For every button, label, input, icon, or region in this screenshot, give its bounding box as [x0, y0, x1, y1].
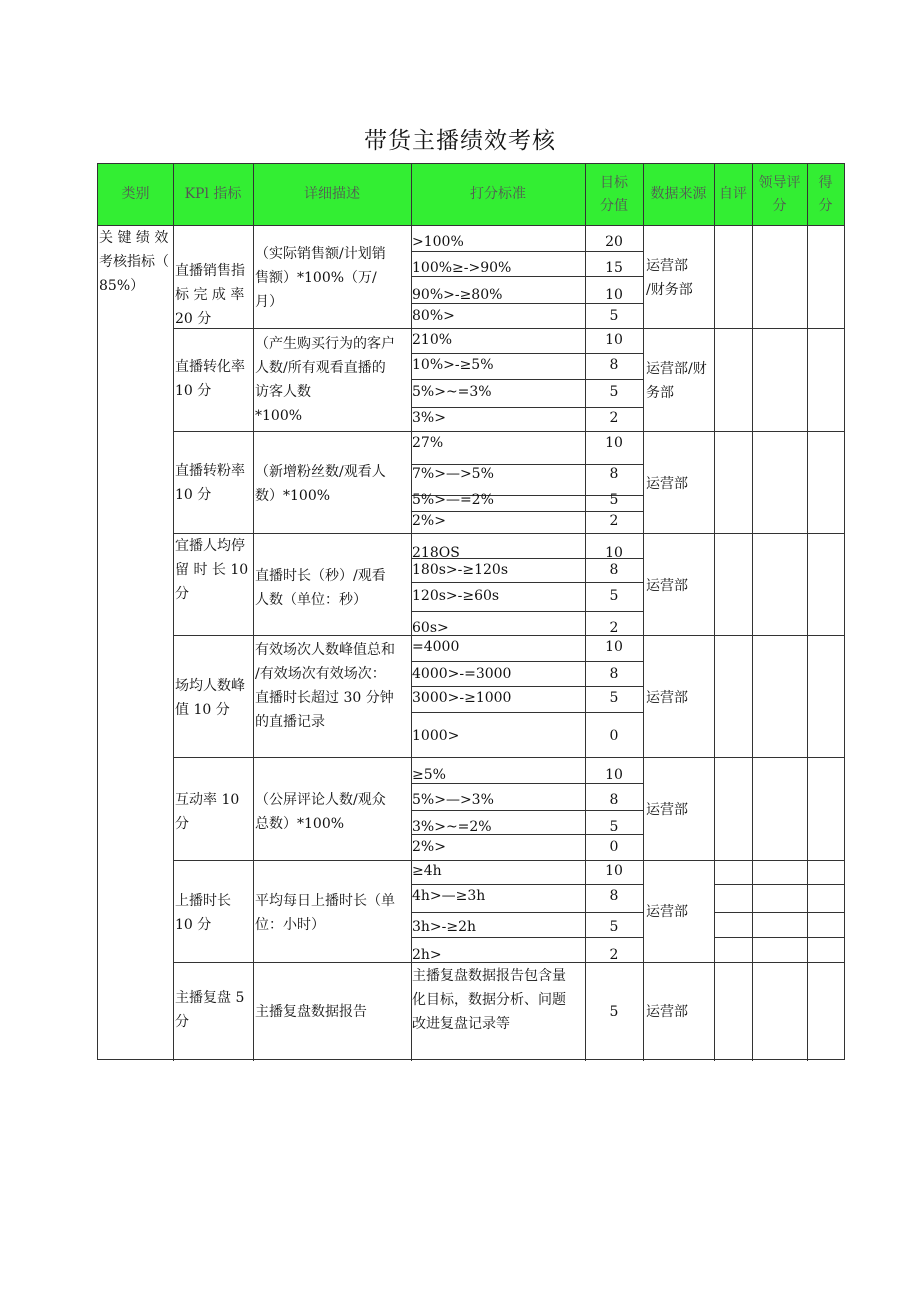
header-leader-rating: 领导评 [758, 175, 801, 191]
header-target-score: 目标 [600, 175, 628, 191]
kpi-description: 的直播记录 [255, 714, 325, 730]
target-score: 0 [609, 839, 619, 855]
criteria-item: 80%> [412, 308, 455, 324]
criteria-item: 改进复盘记录等 [412, 1016, 510, 1032]
kpi-name: 分 [175, 1014, 189, 1030]
target-score: 8 [609, 357, 619, 373]
category-label: 考核指标（ [99, 254, 169, 270]
criteria-row-divider [585, 611, 643, 612]
target-score: 10 [605, 767, 623, 783]
kpi-name: 主播复盘 5 [175, 990, 245, 1006]
target-score: 15 [605, 260, 623, 276]
criteria-item: 210% [412, 332, 453, 348]
kpi-name: 直播转化率 [175, 359, 245, 375]
kpi-name: 直播转粉率 [175, 463, 245, 479]
header-data-source: 数据来源 [650, 186, 707, 202]
criteria-item: 7%>—>5% [412, 466, 494, 482]
rating-row-divider [714, 912, 844, 913]
criteria-item: 4000>-=3000 [412, 666, 512, 682]
kpi-name: 互动率 10 [175, 792, 240, 808]
section-divider [173, 533, 844, 534]
criteria-item: 5%>—>3% [412, 792, 494, 808]
kpi-name: 值 10 分 [175, 702, 230, 718]
criteria-row-divider [585, 582, 643, 583]
criteria-row-divider [411, 912, 585, 913]
kpi-table [97, 163, 845, 1060]
kpi-description: 访客人数 [255, 384, 311, 400]
kpi-description: （公屏评论人数/观众 [255, 792, 386, 808]
column-divider [253, 164, 254, 1061]
target-score: 2 [609, 620, 619, 636]
criteria-item: 10%>-≥5% [412, 357, 494, 373]
criteria-item: ≥5% [412, 767, 446, 783]
target-score: 5 [609, 492, 619, 508]
data-source: 运营部 [646, 1004, 688, 1020]
target-score: 5 [609, 690, 619, 706]
target-score: 5 [609, 384, 619, 400]
column-divider [173, 164, 174, 1061]
kpi-description: 位：小时） [255, 917, 325, 933]
kpi-description: 平均每日上播时长（单 [255, 893, 395, 909]
target-score: 10 [605, 639, 623, 655]
criteria-item: 90%>-≥80% [412, 287, 503, 303]
kpi-name: 20 分 [175, 311, 212, 327]
section-divider [173, 962, 844, 963]
kpi-name: 标 完 成 率 [175, 287, 245, 303]
criteria-item: 1000> [412, 728, 460, 744]
kpi-name: 10 分 [175, 487, 212, 503]
criteria-row-divider [585, 712, 643, 713]
target-score: 20 [605, 234, 623, 250]
header-criteria: 打分标准 [470, 186, 526, 202]
criteria-item: 100%≥->90% [412, 260, 512, 276]
kpi-description: *100% [255, 408, 303, 424]
criteria-row-divider [411, 611, 585, 612]
kpi-description: /有效场次有效场次： [255, 666, 386, 682]
kpi-name: 10 分 [175, 917, 212, 933]
column-divider [807, 164, 808, 1061]
criteria-item: 2h> [412, 947, 442, 963]
kpi-name: 分 [175, 586, 189, 602]
criteria-row-divider [411, 712, 585, 713]
criteria-item: 5%>—=2% [412, 492, 494, 508]
header-final-score: 得 [818, 175, 833, 191]
header-kpi: KPl 指标 [184, 186, 242, 202]
kpi-description: 人数（单位：秒） [255, 592, 367, 608]
data-source: /财务部 [646, 282, 693, 298]
section-divider [173, 757, 844, 758]
category-label: 85%） [99, 278, 145, 294]
criteria-item: =4000 [412, 639, 460, 655]
rating-row-divider [714, 884, 844, 885]
data-source: 务部 [646, 385, 674, 401]
criteria-item: 3h>-≥2h [412, 919, 477, 935]
criteria-item: 180s>-≥120s [412, 562, 509, 578]
column-divider [752, 164, 753, 1061]
category-label: 关 键 绩 效 [99, 230, 169, 246]
target-score: 8 [609, 466, 619, 482]
target-score: 10 [605, 545, 623, 561]
criteria-item: >100% [412, 234, 464, 250]
kpi-name: 留 时 长 10 [175, 562, 249, 578]
target-score: 10 [605, 435, 623, 451]
target-score: 8 [609, 792, 619, 808]
data-source: 运营部 [646, 690, 688, 706]
kpi-description: （实际销售额/计划销 [255, 246, 386, 262]
criteria-item: 3%>~=2% [412, 819, 492, 835]
kpi-description: 主播复盘数据报告 [255, 1004, 367, 1020]
criteria-row-divider [585, 912, 643, 913]
target-score: 5 [609, 1004, 619, 1020]
target-score: 5 [609, 308, 619, 324]
criteria-row-divider [411, 582, 585, 583]
criteria-item: 主播复盘数据报告包含量 [412, 968, 566, 984]
criteria-item: 2%> [412, 839, 446, 855]
kpi-name: 上播时长 [175, 893, 231, 909]
header-category: 类别 [121, 186, 150, 202]
kpi-description: （新增粉丝数/观看人 [255, 464, 386, 480]
data-source: 运营部 [646, 802, 688, 818]
header-final-score: 分 [818, 198, 833, 214]
kpi-description: 直播时长（秒）/观看 [255, 568, 386, 584]
target-score: 5 [609, 588, 619, 604]
criteria-item: 60s> [412, 620, 449, 636]
target-score: 10 [605, 863, 623, 879]
kpi-description: （产生购买行为的客户 [255, 336, 395, 352]
data-source: 运营部 [646, 578, 688, 594]
criteria-item: 3%> [412, 410, 446, 426]
criteria-item: 5%>~=3% [412, 384, 492, 400]
criteria-item: 27% [412, 435, 444, 451]
header-leader-rating: 分 [772, 198, 787, 214]
target-score: 5 [609, 819, 619, 835]
rating-row-divider [714, 937, 844, 938]
kpi-description: 直播时长超过 30 分钟 [255, 690, 394, 706]
target-score: 8 [609, 888, 619, 904]
kpi-description: 总数）*100% [255, 816, 345, 832]
kpi-name: 分 [175, 816, 189, 832]
target-score: 10 [605, 332, 623, 348]
column-divider [643, 164, 644, 1061]
kpi-description: 售额）*100%（万/ [255, 270, 377, 286]
target-score: 2 [609, 410, 619, 426]
target-score: 2 [609, 513, 619, 529]
target-score: 0 [609, 728, 619, 744]
criteria-item: 218OS [412, 545, 460, 561]
criteria-item: 3000>-≥1000 [412, 690, 512, 706]
kpi-name: 10 分 [175, 383, 212, 399]
kpi-name: 场均人数峰 [175, 678, 245, 694]
target-score: 8 [609, 562, 619, 578]
data-source: 运营部 [646, 258, 688, 274]
kpi-description: 数）*100% [255, 488, 331, 504]
target-score: 10 [605, 287, 623, 303]
criteria-item: 120s>-≥60s [412, 588, 500, 604]
header-description: 详细描述 [304, 186, 360, 202]
kpi-description: 月） [255, 294, 283, 310]
header-self-rating: 自评 [719, 186, 747, 202]
kpi-name: 宜播人均停 [175, 538, 245, 554]
kpi-description: 人数/所有观看直播的 [255, 360, 386, 376]
kpi-name: 直播销售指 [175, 263, 245, 279]
header-target-score: 分值 [600, 198, 628, 214]
target-score: 8 [609, 666, 619, 682]
criteria-item: 4h>—≥3h [412, 888, 486, 904]
page-title: 带货主播绩效考核 [364, 128, 556, 154]
data-source: 运营部 [646, 476, 688, 492]
column-divider [714, 164, 715, 1061]
kpi-description: 有效场次人数峰值总和 [255, 642, 395, 658]
target-score: 2 [609, 947, 619, 963]
target-score: 5 [609, 919, 619, 935]
criteria-item: 2%> [412, 513, 446, 529]
data-source: 运营部 [646, 904, 688, 920]
criteria-item: 化目标，数据分析、问题 [412, 992, 566, 1008]
data-source: 运营部/财 [646, 361, 707, 377]
criteria-item: ≥4h [412, 863, 442, 879]
